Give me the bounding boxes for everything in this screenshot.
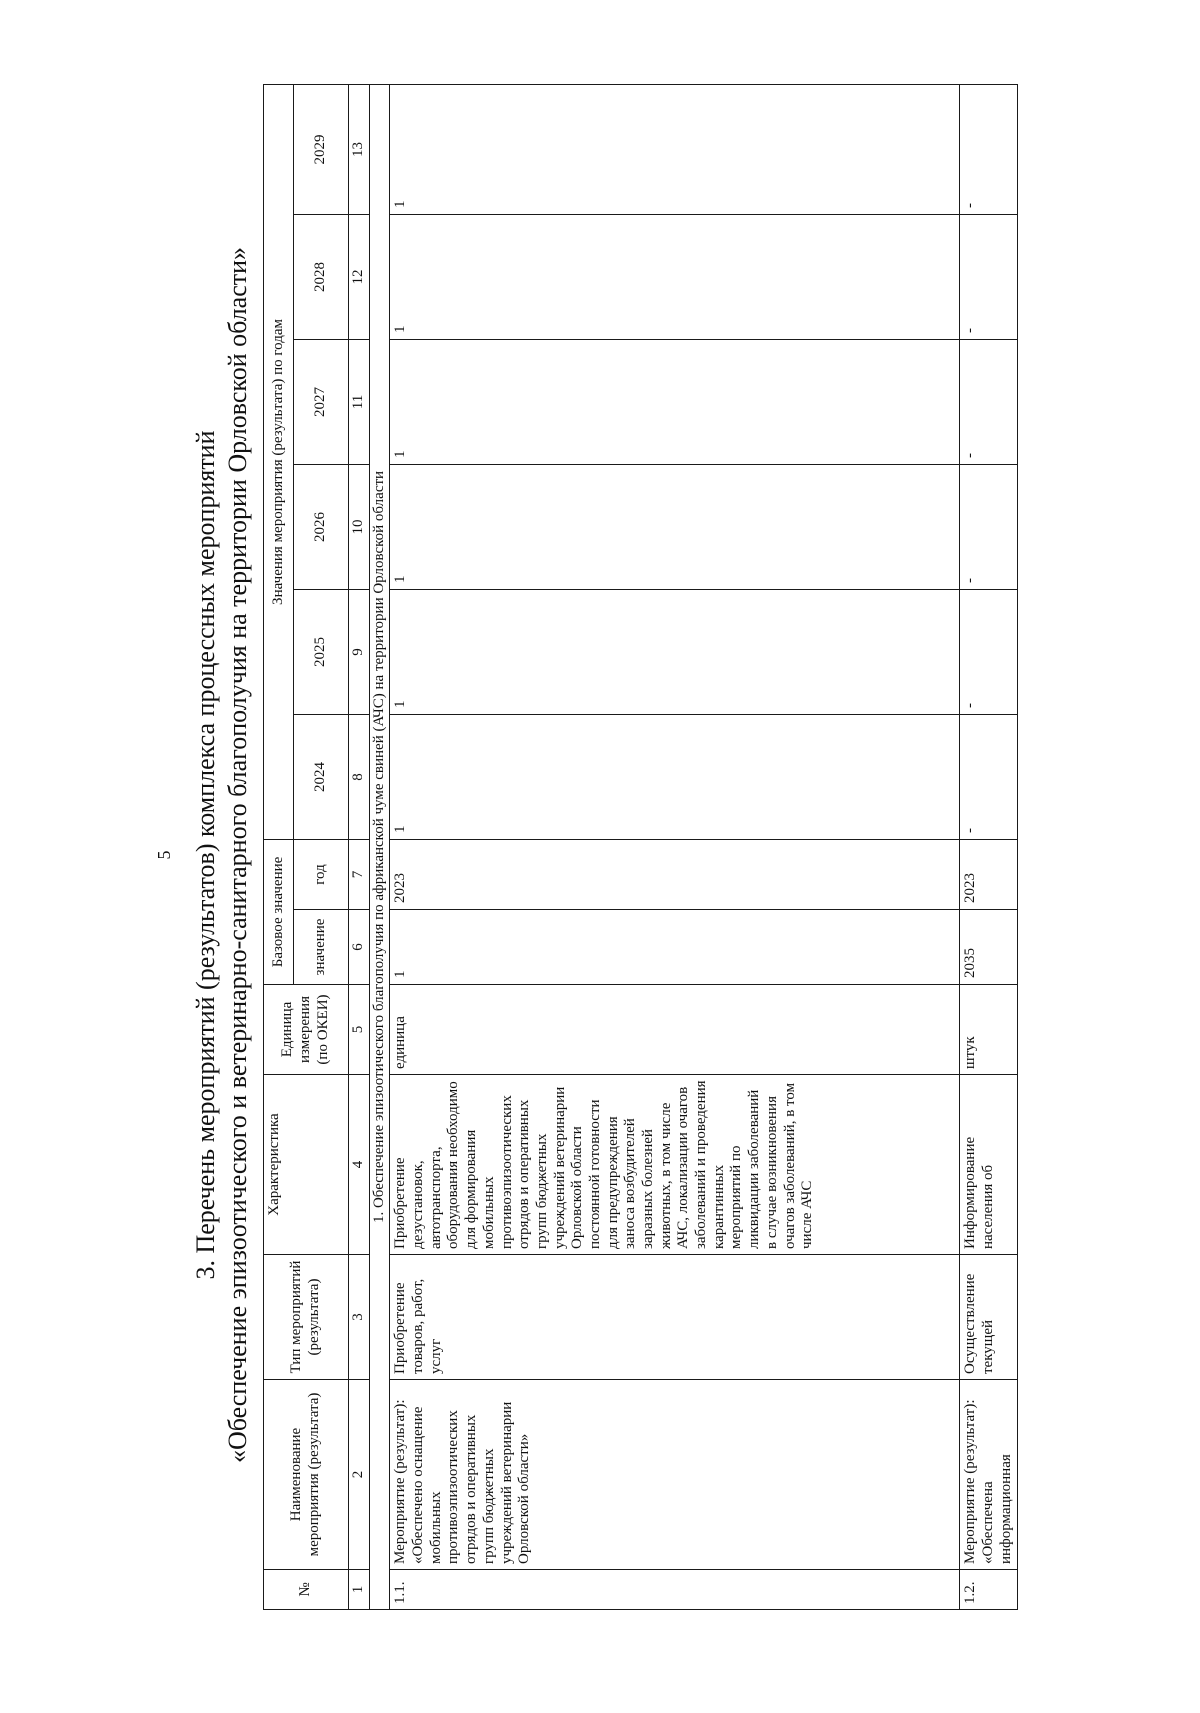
header-values-by-year: Значения мероприятия (результата) по годам [264,84,294,839]
header-year: 2027 [294,339,349,464]
column-number: 3 [349,1255,370,1380]
page-title [190,60,253,1650]
column-number: 11 [349,339,370,464]
header-year: 2025 [294,589,349,714]
row-value: - [960,339,1018,464]
header-year: 2024 [294,714,349,839]
row-unit: единица [390,985,960,1075]
row-base-year: 2023 [960,839,1018,909]
column-number: 9 [349,589,370,714]
column-number: 10 [349,464,370,589]
header-year: 2029 [294,84,349,214]
row-value: - [960,84,1018,214]
row-value: 1 [390,464,960,589]
row-value: 1 [390,84,960,214]
row-value: 1 [390,714,960,839]
row-characteristic: Информирование населения об [960,1075,1018,1255]
header-year: 2028 [294,214,349,339]
rotated-page [148,60,1118,1650]
column-numbers-row [349,84,370,1609]
row-name: Мероприятие (результат): «Обеспечено оснащение мобильных противоэпизоотических отрядов и оперативных групп бюджетных учреждений ветеринарии Орловской области» [390,1380,960,1570]
title-line-1: 3. Перечень мероприятий (результатов) комплекса процессных мероприятий [191,430,220,1280]
column-number: 5 [349,985,370,1075]
row-type: Осуществление текущей [960,1255,1018,1380]
header-characteristic: Характеристика [264,1075,349,1255]
title-line-2: «Обеспечение эпизоотического и ветеринарно-санитарного благополучия на территории Орловской области» [222,246,252,1464]
row-value: - [960,214,1018,339]
row-base-year: 2023 [390,839,960,909]
row-value: 1 [390,214,960,339]
row-base-value: 2035 [960,910,1018,985]
column-number: 2 [349,1380,370,1570]
column-number: 7 [349,839,370,909]
row-characteristic: Приобретение дезустановок, автотранспорта, оборудования необходимо для формирования мобильных противоэпизоотических отрядов и оперативных групп бюджетных учреждений ветеринарии Орловской области постоянной готовности для предупреждения заноса возбудителей заразных болезней животных, в том числе АЧС, локализации очагов заболеваний и проведения карантинных мероприятий по ликвидации заболеваний в случае возникновения очагов заболеваний, в том числе АЧС [390,1075,960,1255]
column-number: 8 [349,714,370,839]
section-title: 1. Обеспечение эпизоотического благополучия по африканской чуме свиней (АЧС) на территории Орловской области [369,84,390,1609]
column-number: 1 [349,1570,370,1610]
row-value: - [960,464,1018,589]
column-number: 12 [349,214,370,339]
row-base-value: 1 [390,910,960,985]
row-type: Приобретение товаров, работ, услуг [390,1255,960,1380]
header-name: Наименование мероприятия (результата) [264,1380,349,1570]
table-row [960,84,1018,1609]
column-number: 6 [349,910,370,985]
header-unit: Единица измерения (по ОКЕИ) [264,985,349,1075]
row-num: 1.2. [960,1570,1018,1610]
header-year: 2026 [294,464,349,589]
page-number: 5 [154,850,174,860]
row-num: 1.1. [390,1570,960,1610]
row-value: 1 [390,589,960,714]
column-number: 4 [349,1075,370,1255]
table-row [390,84,960,1609]
column-number: 13 [349,84,370,214]
header-num: № [264,1570,349,1610]
row-unit: штук [960,985,1018,1075]
section-row [369,84,390,1609]
header-base-value: значение [294,910,349,985]
row-name: Мероприятие (результат): «Обеспечена информационная [960,1380,1018,1570]
header-type: Тип мероприятий (результата) [264,1255,349,1380]
activities-table [263,84,1018,1610]
row-value: - [960,714,1018,839]
row-value: - [960,589,1018,714]
row-value: 1 [390,339,960,464]
header-base-year: год [294,839,349,909]
header-base: Базовое значение [264,839,294,984]
